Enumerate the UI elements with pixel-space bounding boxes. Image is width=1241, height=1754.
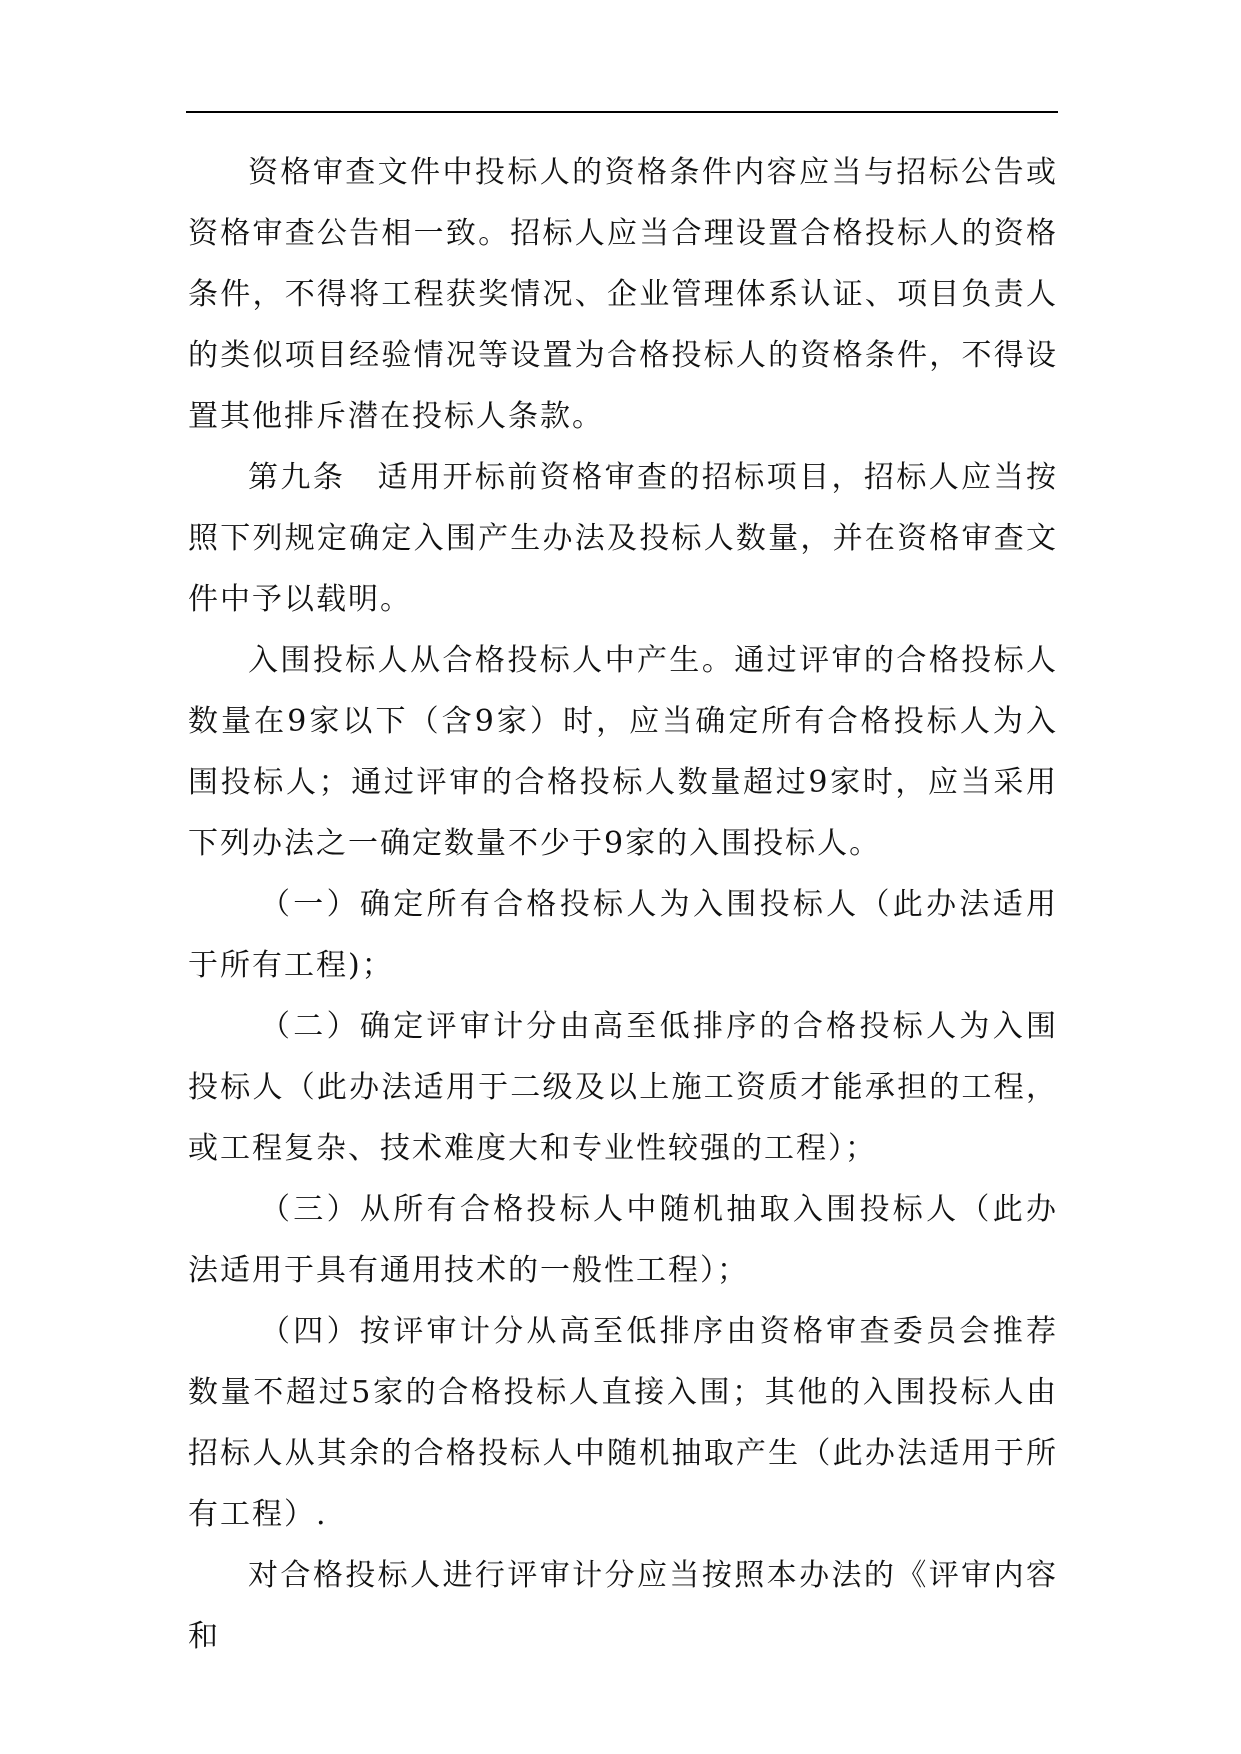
paragraph-qualification-conditions: 资格审查文件中投标人的资格条件内容应当与招标公告或资格审查公告相一致。招标人应当合理设置合格投标人的资格条件，不得将工程获奖情况、企业管理体系认证、项目负责人的类似项目经验情况等设置为合格投标人的资格条件，不得设置其他排斥潜在投标人条款。 [188, 155, 1058, 434]
document-body [188, 142, 1058, 1667]
paragraph-shortlist-rules: 入围投标人从合格投标人中产生。通过评审的合格投标人数量在9家以下（含9家）时，应当确定所有合格投标人为入围投标人；通过评审的合格投标人数量超过9家时，应当采用下列办法之一确定数量不少于9家的入围投标人。 [188, 643, 1058, 861]
paragraph-scoring-continued: 对合格投标人进行评审计分应当按照本办法的《评审内容和 [188, 1558, 1058, 1654]
paragraph-article-nine: 第九条 适用开标前资格审查的招标项目，招标人应当按照下列规定确定入围产生办法及投标人数量，并在资格审查文件中予以载明。 [188, 460, 1058, 617]
list-item-method-four: （四）按评审计分从高至低排序由资格审查委员会推荐数量不超过5家的合格投标人直接入围；其他的入围投标人由招标人从其余的合格投标人中随机抽取产生（此办法适用于所有工程）. [188, 1314, 1058, 1532]
list-item-method-one: （一）确定所有合格投标人为入围投标人（此办法适用于所有工程)； [188, 887, 1058, 983]
list-item-method-two: （二）确定评审计分由高至低排序的合格投标人为入围投标人（此办法适用于二级及以上施工资质才能承担的工程，或工程复杂、技术难度大和专业性较强的工程）； [188, 1009, 1058, 1166]
list-item-method-three: （三）从所有合格投标人中随机抽取入围投标人（此办法适用于具有通用技术的一般性工程）； [188, 1192, 1058, 1288]
header-rule [186, 111, 1058, 113]
